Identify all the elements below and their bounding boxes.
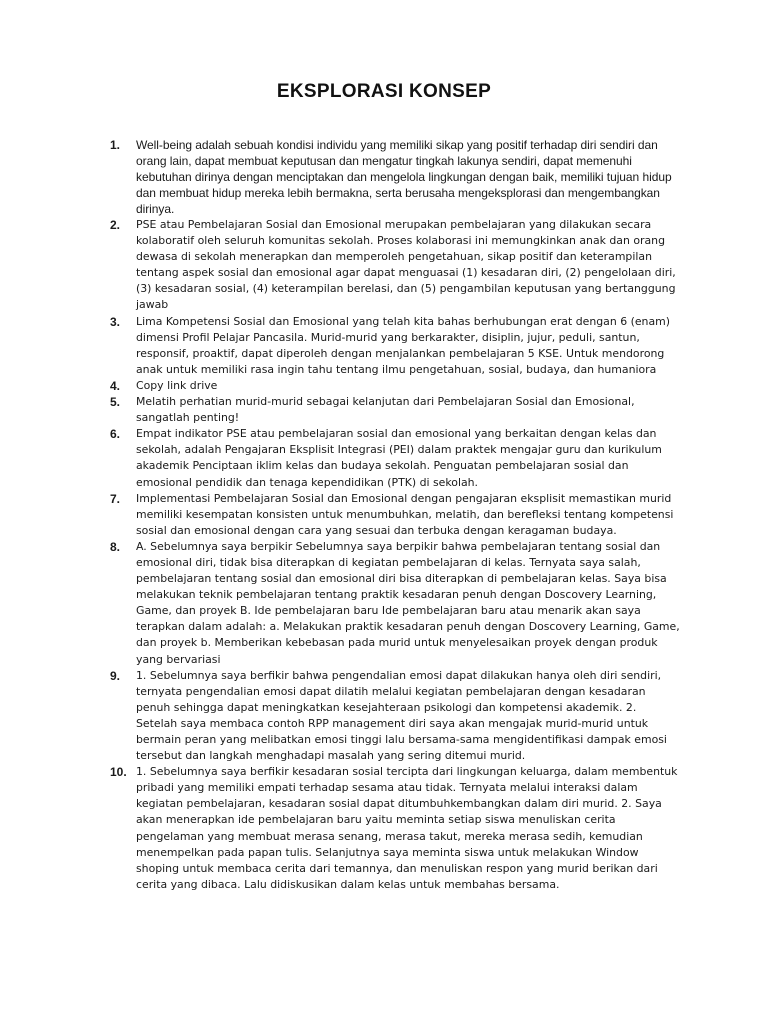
list-item-text: Melatih perhatian murid-murid sebagai kelanjutan dari Pembelajaran Sosial dan Emosional, sangatlah penting!: [136, 395, 635, 425]
list-item: [110, 668, 680, 765]
concept-list: [110, 137, 680, 893]
list-item-text: Copy link drive: [136, 378, 218, 392]
list-item-number: 4.: [110, 378, 121, 393]
list-item-number: 1.: [110, 138, 121, 152]
list-item: [110, 378, 680, 394]
list-item-number: 8.: [110, 539, 121, 554]
list-item: [110, 491, 680, 539]
list-item-text: 1. Sebelumnya saya berfikir kesadaran sosial tercipta dari lingkungan keluarga, dalam membentuk pribadi yang memiliki empati terhadap sesama atau tidak. Ternyata melalui interaksi dalam kegiatan pembelajaran, kesadaran sosial dapat ditumbuhkembangkan dalam diri murid. 2. Saya akan menerapkan ide pembelajaran baru yaitu meminta setiap siswa menuliskan cerita pengelaman yang membuat merasa senang, merasa takut, mereka merasa sedih, kemudian menempelkan pada papan tulis. Selanjutnya saya meminta siswa untuk melakukan Window shoping untuk membaca cerita dari temannya, dan menuliskan respon yang murid berikan dari cerita yang dibaca. Lalu didiskusikan dalam kelas untuk membahas bersama.: [136, 765, 678, 891]
list-item-text: A. Sebelumnya saya berpikir Sebelumnya saya berpikir bahwa pembelajaran tentang sosial dan emosional diri, tidak bisa diterapkan di kegiatan pembelajaran di kelas. Ternyata saya salah, pembelajaran tentang sosial dan emosional diri bisa diterapkan di pembelajaran kelas. Saya bisa melakukan teknik pembelajaran tentang praktik kesadaran penuh dengan Doscovery Learning, Game, dan proyek B. Ide pembelajaran baru Ide pembelajaran baru atau menarik akan saya terapkan dalam adalah: a. Melakukan praktik kesadaran penuh dengan Doscovery Learning, Game, dan proyek b. Memberikan kebebasan pada murid untuk menyelesaikan proyek dengan produk yang bervariasi: [136, 539, 680, 666]
list-item-text: Empat indikator PSE atau pembelajaran sosial dan emosional yang berkaitan dengan kelas dan sekolah, adalah Pengajaran Eksplisit Integrasi (PEI) dalam praktek mengajar guru dan kurikulum akademik Penciptaan iklim kelas dan budaya sekolah. Penguatan pembelajaran sosial dan emosional pendidik dan tenaga kependidikan (PTK) di sekolah.: [136, 427, 662, 489]
list-item: [110, 217, 680, 314]
page-title: EKSPLORASI KONSEP: [276, 81, 492, 102]
list-item-text: 1. Sebelumnya saya berfikir bahwa pengendalian emosi dapat dilakukan hanya oleh diri sendiri, ternyata pengendalian emosi dapat dilatih melalui kegiatan pembelajaran dengan kesadaran penuh sehingga dapat meningkatkan kesejahteraan psikologi dan kompetensi akademik. 2. Setelah saya membaca contoh RPP management diri saya akan mengajak murid-murid untuk bermain peran yang melibatkan emosi tinggi lalu bersama-sama mengidentifikasi dampak emosi tersebut dan langkah menghadapi masalah yang sering ditemui murid.: [136, 668, 667, 763]
list-item: [110, 314, 680, 378]
list-item-number: 6.: [110, 427, 121, 442]
list-item-text: Implementasi Pembelajaran Sosial dan Emosional dengan pengajaran eksplisit memastikan murid memiliki kesempatan konsisten untuk menumbuhkan, melatih, dan berefleksi tentang kompetensi sosial dan emosional dengan cara yang sesuai dan terbuka dengan keragaman budaya.: [136, 491, 674, 537]
list-item: [110, 539, 680, 668]
list-item: [110, 426, 680, 490]
list-item-text: PSE atau Pembelajaran Sosial dan Emosional merupakan pembelajaran yang dilakukan secara kolaboratif oleh seluruh komunitas sekolah. Proses kolaborasi ini memungkinkan anak dan orang dewasa di sekolah menerapkan dan memperoleh pengetahuan, sikap positif dan keterampilan tentang aspek sosial dan emosional agar dapat menguasai (1) kesadaran diri, (2) pengelolaan diri, (3) kesadaran sosial, (4) keterampilan berelasi, dan (5) pengambilan keputusan yang bertanggung jawab: [136, 218, 676, 312]
list-item-number: 9.: [110, 668, 121, 683]
list-item-number: 5.: [110, 395, 121, 410]
list-item-number: 10.: [110, 765, 127, 780]
list-item: [110, 394, 680, 426]
list-item-number: 7.: [110, 491, 121, 506]
list-item-text: Well-being adalah sebuah kondisi individu yang memiliki sikap yang positif terhadap diri sendiri dan orang lain, dapat membuat keputusan dan mengatur tingkah lakunya sendiri, dapat memenuhi kebutuhan dirinya dengan menciptakan dan mengelola lingkungan dengan baik, memiliki tujuan hidup dan membuat hidup mereka lebih bermakna, serta berusaha mengeksplorasi dan mengembangkan dirinya.: [136, 138, 672, 216]
list-item-text: Lima Kompetensi Sosial dan Emosional yang telah kita bahas berhubungan erat dengan 6 (enam) dimensi Profil Pelajar Pancasila. Murid-murid yang berkarakter, disiplin, jujur, peduli, santun, responsif, proaktif, dapat diperoleh dengan menjalankan pembelajaran 5 KSE. Untuk mendorong anak untuk memiliki rasa ingin tahu tentang ilmu pengetahuan, sosial, budaya, dan humaniora: [136, 314, 670, 376]
list-item-number: 2.: [110, 218, 121, 232]
list-item-number: 3.: [110, 314, 121, 329]
list-item: [110, 137, 680, 217]
list-item: [110, 764, 680, 893]
